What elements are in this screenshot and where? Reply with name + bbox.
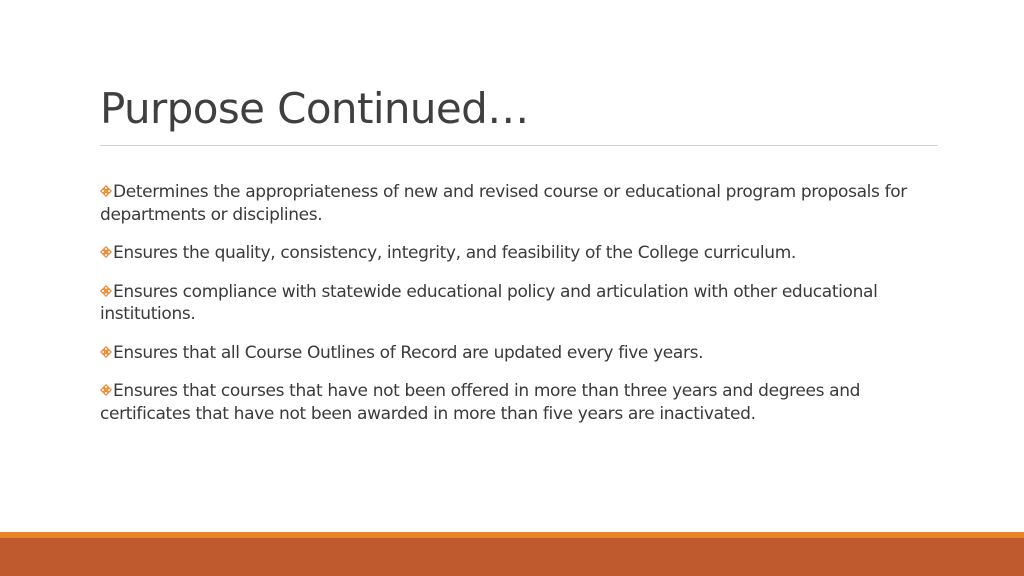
bullet-text: Ensures that courses that have not been offered in more than three years and degrees and certificates that have not been awarded in more than five years are inactivated. [100, 381, 861, 424]
bullet-item [100, 281, 935, 326]
four-diamond-bullet-icon [100, 384, 112, 396]
bullet-list [100, 181, 935, 441]
slide-title: Purpose Continued… [100, 84, 529, 133]
bullet-item [100, 342, 935, 365]
title-divider [100, 145, 938, 146]
bullet-text: Ensures the quality, consistency, integrity, and feasibility of the College curriculum. [113, 243, 796, 263]
bullet-text: Ensures compliance with statewide educational policy and articulation with other educational institutions. [100, 281, 878, 324]
footer-accent-band-dark [0, 538, 1024, 576]
four-diamond-bullet-icon [100, 246, 112, 258]
four-diamond-bullet-icon [100, 346, 112, 358]
bullet-text: Ensures that all Course Outlines of Record are updated every five years. [113, 342, 704, 363]
bullet-item [100, 242, 935, 265]
bullet-item [100, 181, 935, 226]
bullet-item [100, 380, 935, 425]
four-diamond-bullet-icon [100, 185, 112, 197]
bullet-text: Determines the appropriateness of new and revised course or educational program proposals for departments or disciplines. [100, 182, 907, 225]
four-diamond-bullet-icon [100, 285, 112, 297]
